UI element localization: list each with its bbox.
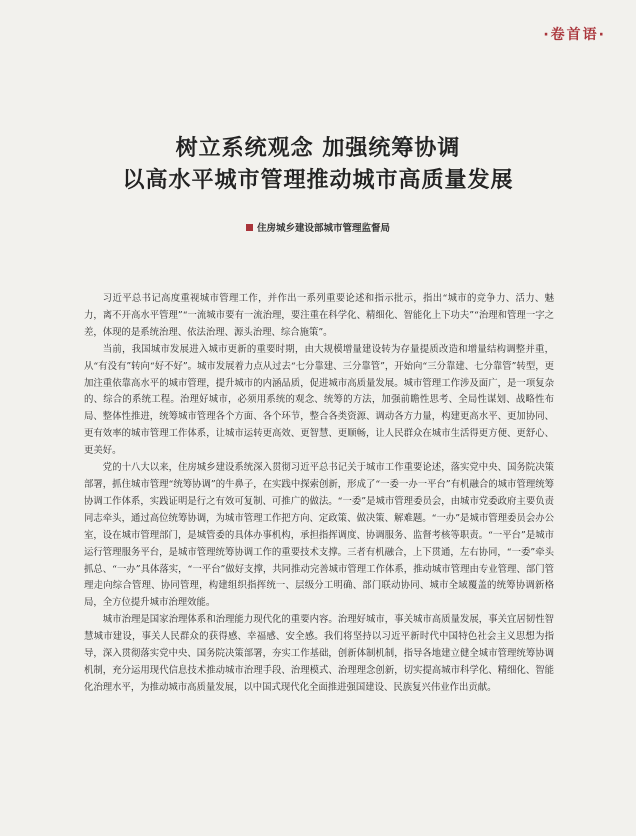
article-title-line-1: 树立系统观念 加强统筹协调 [175,135,461,161]
paragraph: 党的十八大以来，住房城乡建设系统深入贯彻习近平总书记关于城市工作重要论述，落实党中央、国务院决策部署，抓住城市管理“统筹协调”的牛鼻子，在实践中探索创新，形成了“一委一办一平台”有机融合的城市管理统筹协调工作体系，实践证明是行之有效可复制、可推广的做法。“一委”是城市管理委员会，由城市党委政府主要负责同志牵头，通过高位统筹协调，为城市管理工作把方向、定政策、做决策、解难题。“一办”是城市管理委员会办公室，设在城市管理部门，是城管委的具体办事机构，承担指挥调度、协调服务、监督考核等职责。“一平台”是城市运行管理服务平台，是城市管理统筹协调工作的重要技术支撑。三者有机融合，上下贯通，左右协同，“一委”牵头抓总、“一办”具体落实，“一平台”做好支撑，共同推动完善城市管理工作体系，推动城市管理由专业管理、部门管理走向综合管理、协同管理，构建组织指挥统一、层级分工明确、部门联动协同、城市全域覆盖的统筹协调新格局，全方位提升城市治理效能。 [84,462,554,609]
column-label: ·卷首语· [543,27,606,43]
paragraph: 当前，我国城市发展进入城市更新的重要时期，由大规模增量建设转为存量提质改造和增量结构调整并重，从“有没有”转向“好不好”。城市发展着力点从过去“七分靠建、三分靠管”，开始向“三分靠建、七分靠管”转型，更加注重依靠高水平的城市管理，提升城市的内涵品质，促进城市高质量发展。城市管理工作涉及面广，是一项复杂的、综合的系统工程。治理好城市，必须用系统的观念、统筹的方法，加强前瞻性思考、全局性谋划、战略性布局、整体性推进，统筹城市管理各个方面、各个环节，整合各类资源、调动各方力量，构建更高水平、更加协同、更有效率的城市管理工作体系，让城市运转更高效、更智慧、更顺畅，让人民群众在城市生活得更方便、更舒心、更美好。 [84,343,554,457]
article-title-line-2: 以高水平城市管理推动城市高质量发展 [122,167,514,193]
paragraph: 习近平总书记高度重视城市管理工作，并作出一系列重要论述和指示批示，指出“城市的竞争力、活力、魅力，离不开高水平管理”“一流城市要有一流治理，要注重在科学化、精细化、智能化上下功夫”“治理和管理一字之差，体现的是系统治理、依法治理、源头治理、综合施策”。 [84,293,554,338]
author-name: 住房城乡建设部城市管理监督局 [256,223,390,234]
article-body [84,291,554,697]
square-bullet-icon [246,224,253,231]
author-line [0,220,636,234]
paragraph: 城市治理是国家治理体系和治理能力现代化的重要内容。治理好城市，事关城市高质量发展，事关宜居韧性智慧城市建设，事关人民群众的获得感、幸福感、安全感。我们将坚持以习近平新时代中国特色社会主义思想为指导，深入贯彻落实党中央、国务院决策部署，夯实工作基础，创新体制机制，指导各地建立健全城市管理统筹协调机制，充分运用现代信息技术推动城市治理手段、治理模式、治理理念创新，切实提高城市科学化、精细化、智能化治理水平，为推动城市高质量发展，以中国式现代化全面推进强国建设、民族复兴伟业作出贡献。 [84,614,554,693]
